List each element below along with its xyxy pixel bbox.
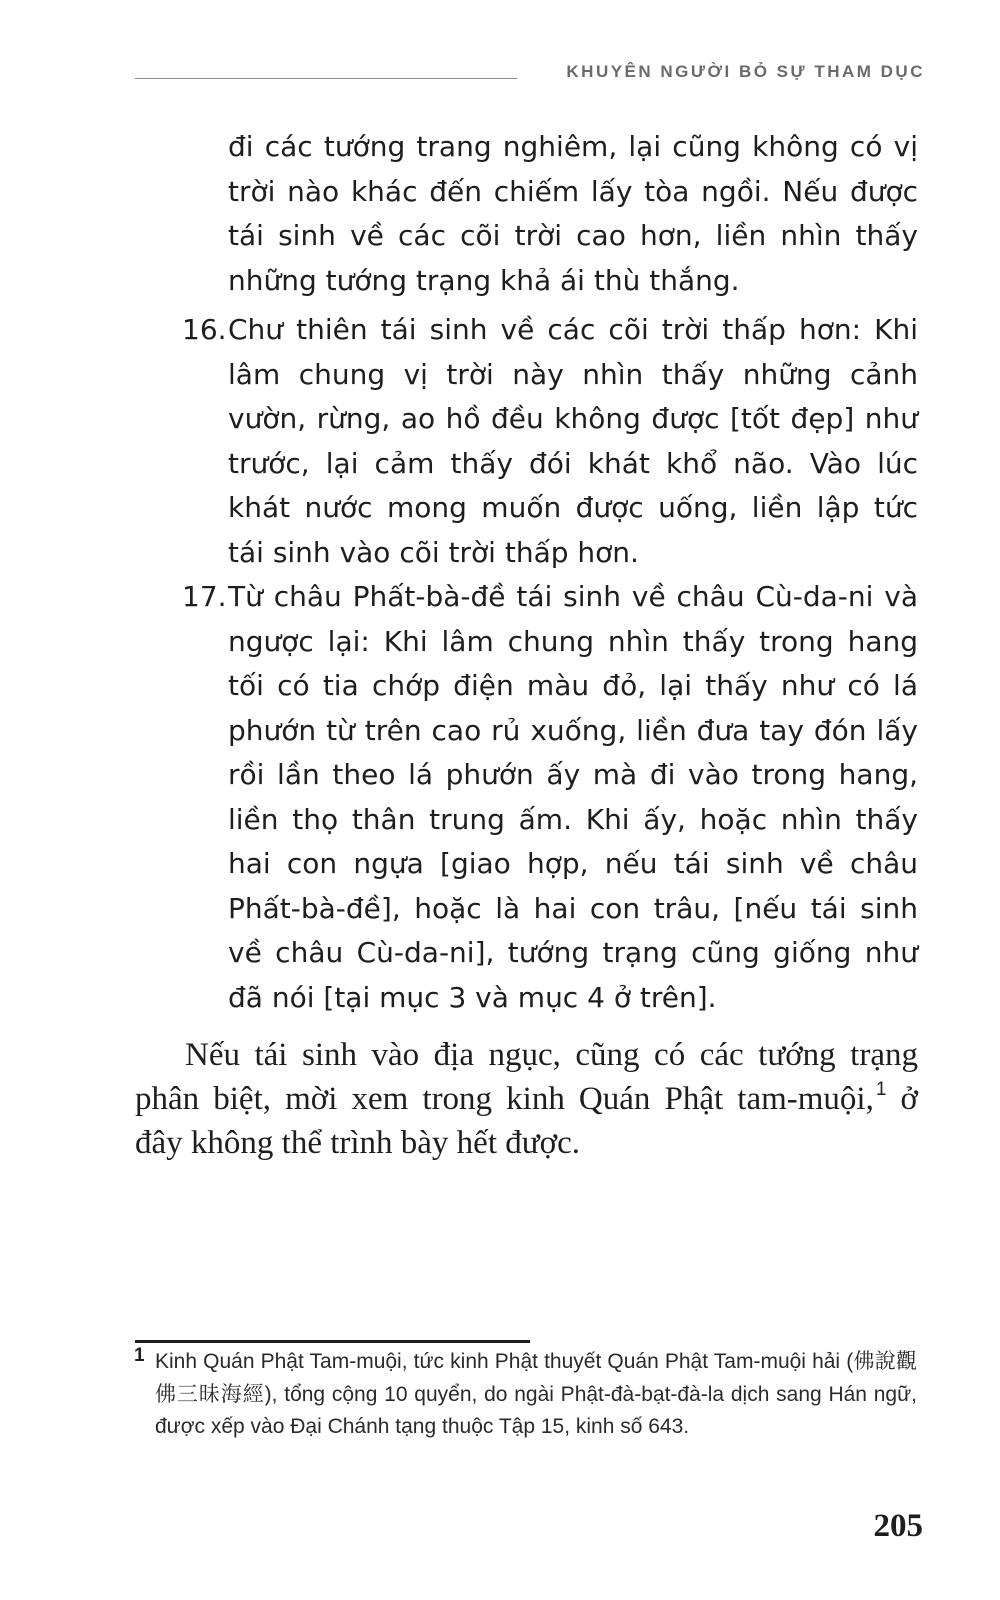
footnote-text: Kinh Quán Phật Tam-muội, tức kinh Phật thuyết Quán Phật Tam-muội hải (佛說觀佛三昧海經), tổng cộng 10 quyển, do ngài Phật-đà-bạt-đà-la dịch sang Hán ngữ, được xếp vào Đại Chánh tạng thuộc Tập 15, kinh số 643. xyxy=(155,1350,917,1438)
continuation-paragraph: đi các tướng trang nghiêm, lại cũng không có vị trời nào khác đến chiếm lấy tòa ngồi. Nếu được tái sinh về các cõi trời cao hơn, liền nhìn thấy những tướng trạng khả ái thù thắng. xyxy=(228,130,918,297)
running-header-title: KHUYÊN NGƯỜI BỎ SỰ THAM DỤC xyxy=(566,62,925,81)
list-item-text: Từ châu Phất-bà-đề tái sinh về châu Cù-da-ni và ngược lại: Khi lâm chung nhìn thấy trong hang tối có tia chớp điện màu đỏ, lại thấy như có lá phướn từ trên cao rủ xuống, liền đưa tay đón lấy rồi lần theo lá phướn ấy mà đi vào trong hang, liền thọ thân trung ấm. Khi ấy, hoặc nhìn thấy hai con ngựa [giao hợp, nếu tái sinh về châu Phất-bà-đề], hoặc là hai con trâu, [nếu tái sinh về châu Cù-da-ni], tướng trạng cũng giống như đã nói [tại mục 3 và mục 4 ở trên]. xyxy=(228,580,918,1014)
closing-paragraph-end: ở đây không thể trình bày hết được. xyxy=(135,1081,918,1161)
list-item-number: 17. xyxy=(182,580,227,613)
closing-paragraph-text: Nếu tái sinh vào địa ngục, cũng có các tướng trạng phân biệt, mời xem trong kinh Quán Phật tam-muội, xyxy=(135,1037,918,1117)
list-item-text: Chư thiên tái sinh về các cõi trời thấp hơn: Khi lâm chung vị trời này nhìn thấy những cảnh vườn, rừng, ao hồ đều không được [tốt đẹp] như trước, lại cảm thấy đói khát khổ não. Vào lúc khát nước mong muốn được uống, liền lập tức tái sinh vào cõi trời thấp hơn. xyxy=(228,313,918,569)
header-rule xyxy=(135,78,517,79)
list-item-number: 16. xyxy=(182,313,227,346)
closing-paragraph xyxy=(135,1033,918,1165)
page-number: 205 xyxy=(873,1508,923,1544)
footnote xyxy=(134,1345,917,1444)
list-item xyxy=(182,575,918,1020)
footnote-reference[interactable]: 1 xyxy=(875,1079,887,1100)
footnote-marker: 1 xyxy=(134,1345,145,1366)
footnote-rule xyxy=(135,1340,530,1343)
list-item xyxy=(182,308,918,575)
